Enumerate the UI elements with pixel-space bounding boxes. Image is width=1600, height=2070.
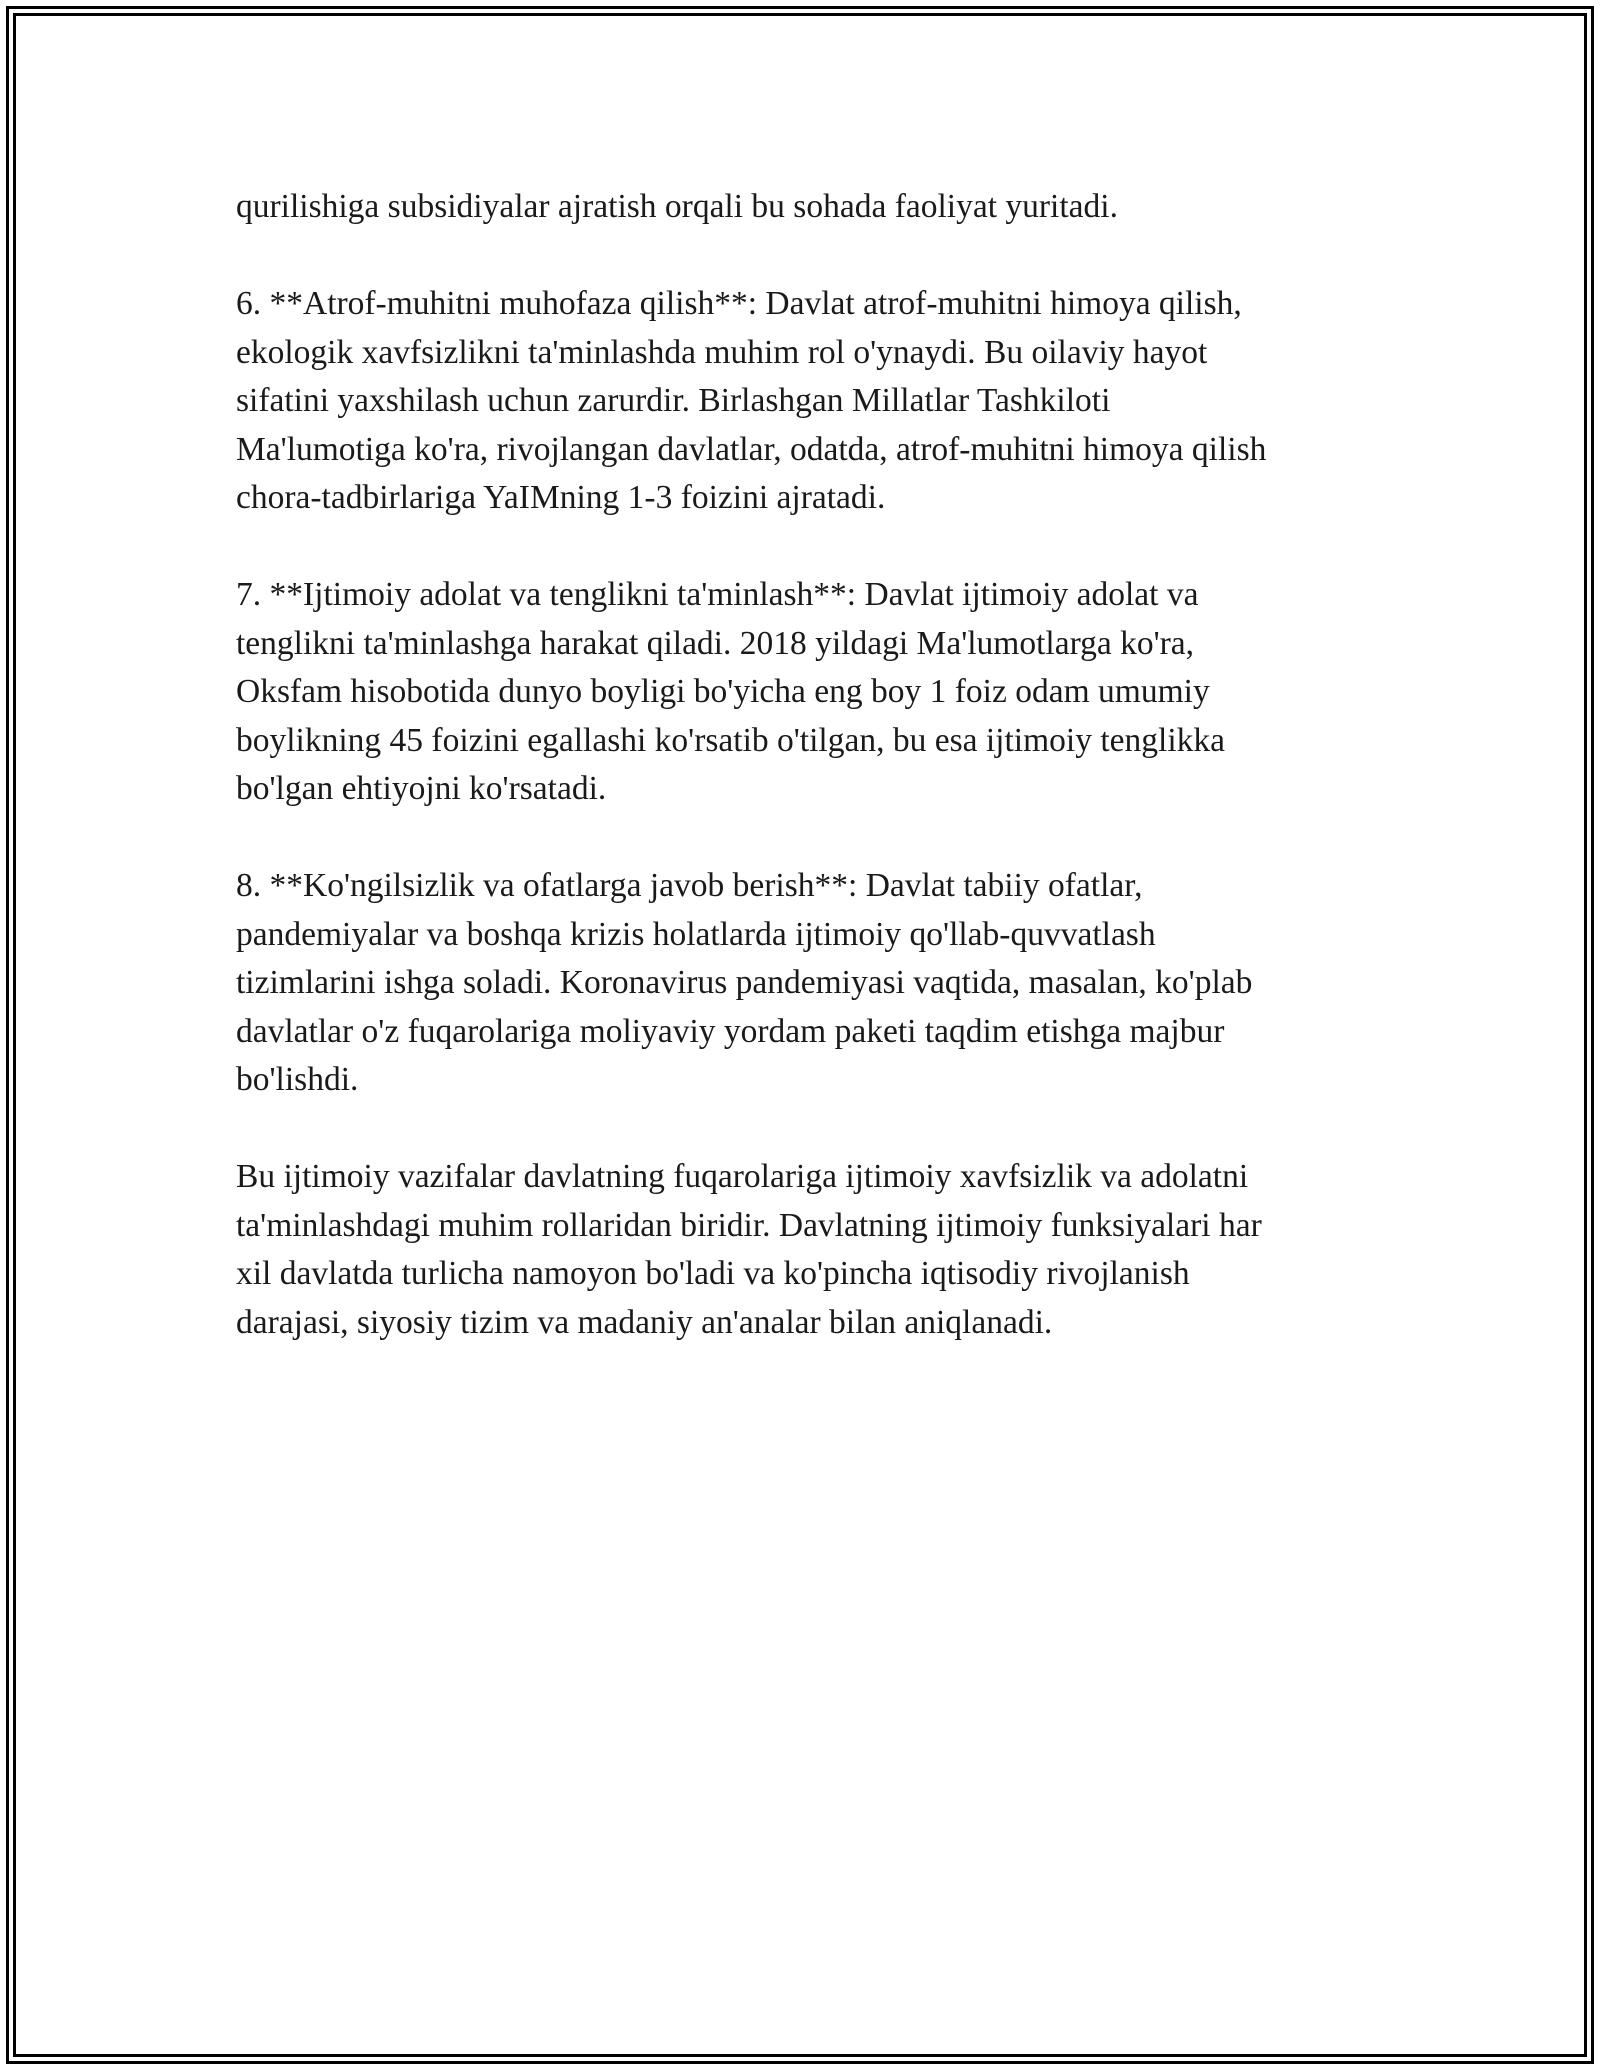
paragraph-item-6: 6. **Atrof-muhitni muhofaza qilish**: Davlat atrof-muhitni himoya qilish, ekologik xavfsizlikni ta'minlashda muhim rol o'ynaydi. Bu oilaviy hayot sifatini yaxshilash uchun zarurdir. Birlashgan Millatlar Tashkiloti Ma'lumotiga ko'ra, rivojlangan davlatlar, odatda, atrof-muhitni himoya qilish chora-tadbirlariga YaIMning 1-3 foizini ajratadi. — [236, 285, 1267, 516]
paragraph-item-8: 8. **Ko'ngilsizlik va ofatlarga javob berish**: Davlat tabiiy ofatlar, pandemiyalar va boshqa krizis holatlarda ijtimoiy qo'llab-quvvatlash tizimlarini ishga soladi. Koronavirus pandemiyasi vaqtida, masalan, ko'plab davlatlar o'z fuqarolariga moliyaviy yordam paketi taqdim etishga majbur bo'lishdi. — [236, 867, 1253, 1098]
document-body — [236, 183, 1376, 1347]
paragraph-item-7: 7. **Ijtimoiy adolat va tenglikni ta'minlash**: Davlat ijtimoiy adolat va tenglikni ta'minlashga harakat qiladi. 2018 yildagi Ma'lumotlarga ko'ra, Oksfam hisobotida dunyo boyligi bo'yicha eng boy 1 foiz odam umumiy boylikning 45 foizini egallashi ko'rsatib o'tilgan, bu esa ijtimoiy tenglikka bo'lgan ehtiyojni ko'rsatadi. — [236, 576, 1226, 807]
paragraph-conclusion: Bu ijtimoiy vazifalar davlatning fuqarolariga ijtimoiy xavfsizlik va adolatni ta'minlashdagi muhim rollaridan biridir. Davlatning ijtimoiy funksiyalari har xil davlatda turlicha namoyon bo'ladi va ko'pincha iqtisodiy rivojlanish darajasi, siyosiy tizim va madaniy an'analar bilan aniqlanadi. — [236, 1158, 1262, 1341]
paragraph-continuation: qurilishiga subsidiyalar ajratish orqali bu sohada faoliyat yuritadi. — [236, 188, 1118, 225]
